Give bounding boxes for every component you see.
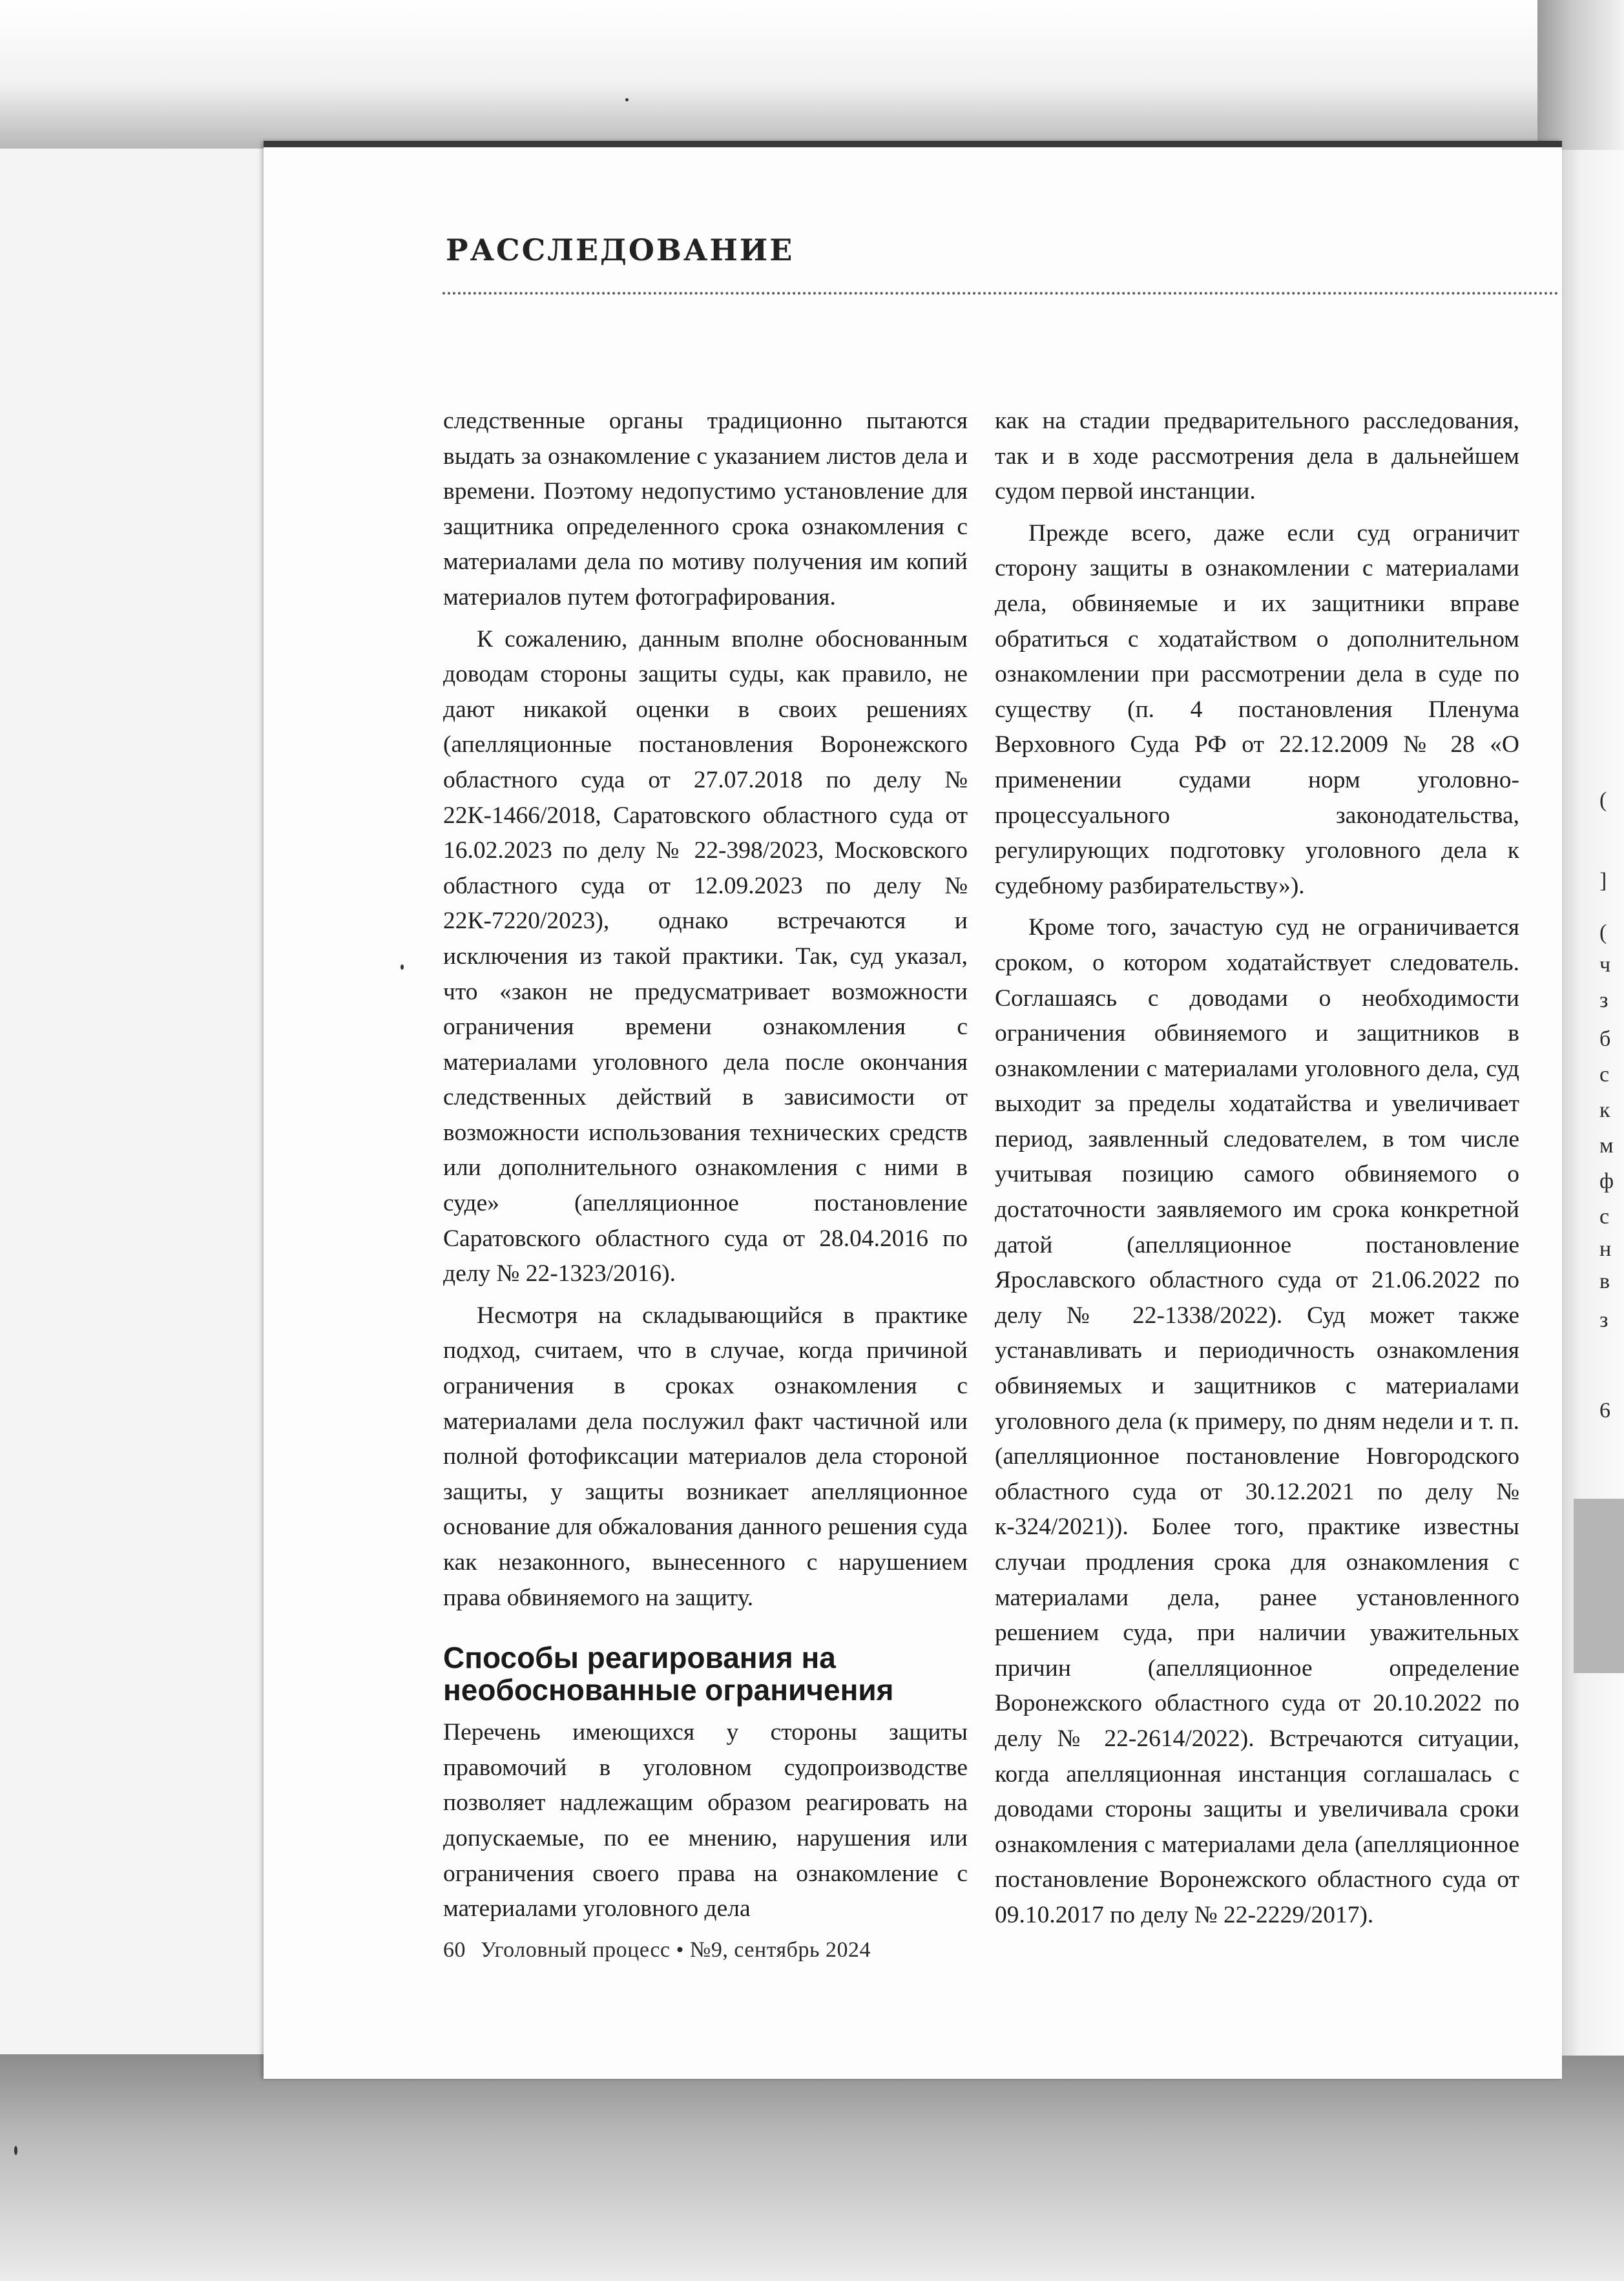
edge-letter: ч <box>1599 953 1611 977</box>
edge-letter: м <box>1599 1134 1614 1158</box>
paragraph: следственные органы традиционно пытаются выдать за ознакомление с указанием листов дела и времени. Поэтому недопустимо установление для защитника определенного срока ознакомления с материалами дела по мотиву получения им копий материалов путем фотографирования. <box>443 408 968 610</box>
right-column <box>995 404 1519 1933</box>
publication-info: Уголовный процесс • №9, сентябрь 2024 <box>481 1938 871 1962</box>
next-page-edge <box>1557 150 1624 2056</box>
header-dotted-rule <box>442 292 1559 295</box>
scan-shadow-bottom <box>0 2054 1624 2281</box>
edge-letter: б <box>1599 1027 1611 1051</box>
edge-letter: н <box>1599 1237 1612 1261</box>
subheading: Способы реагирования на необоснованные ограничения <box>443 1641 894 1707</box>
edge-letter: ( <box>1599 921 1607 944</box>
paragraph: Кроме того, зачастую суд не ограничивается сроком, о котором ходатайствует следователь. Соглашаясь с доводами о необходимости ограничения обвиняемого и защитников в ознакомлении с материалами уголовного дела, суд выходит за пределы ходатайства и увеличивает период, заявленный следователем, в том числе учитывая позицию самого обвиняемого о достаточности заявляемого им срока конкретной датой (апелляционное постановление Ярославского областного суда от 21.06.2022 по делу № 22-1338/2022). Суд может также устанавливать и периодичность ознакомления обвиняемых и защитников с материалами уголовного дела (к примеру, по дням недели и т. п. (апелляционное постановление Новгородского областного суда от 30.12.2021 по делу № к-324/2021)). Более того, практике известны случаи продления срока для ознакомления с материалами дела, ранее установленного решением суда, при наличии уважительных причин (апелляционное определение Воронежского областного суда от 20.10.2022 по делу № 22-2614/2022). Встречаются ситуации, когда апелляционная инстанция соглашалась с доводами стороны защиты и увеличивала сроки ознакомления с материалами дела (апелляционное постановление Воронежского областного суда от 09.10.2017 по делу № 22-2229/2017). <box>995 914 1519 1928</box>
paragraph: К сожалению, данным вполне обоснованным доводам стороны защиты суды, как правило, не дают никакой оценки в своих решениях (апелляционные постановления Воронежского областного суда от 27.07.2018 по делу № 22К-1466/2018, Саратовского областного суда от 16.02.2023 по делу № 22-398/2023, Московского областного суда от 12.09.2023 по делу № 22К-7220/2023), однако встречаются и исключения из такой практики. Так, суд указал, что «закон не предусматривает возможности ограничения времени ознакомления с материалами уголовного дела после окончания следственных действий в зависимости от возможности использования технических средств или дополнительного ознакомления с ними в суде» (апелляционное постановление Саратовского областного суда от 28.04.2016 по делу № 22-1323/2016). <box>443 625 968 1287</box>
page-footer <box>443 1938 871 1963</box>
edge-letter: ] <box>1599 869 1607 893</box>
edge-letter: в <box>1599 1269 1610 1293</box>
edge-letter: ( <box>1599 788 1607 812</box>
paragraph: Перечень имеющихся у стороны защиты правомочий в уголовном судопроизводстве позволяет надлежащим образом реагировать на допускаемые, по ее мнению, нарушения или ограничения своего права на ознакомление с материалами уголовного дела <box>443 1719 968 1922</box>
edge-letter: 6 <box>1599 1399 1610 1422</box>
scan-speck <box>625 98 629 101</box>
paragraph: Прежде всего, даже если суд ограничит сторону защиты в ознакомлении с материалами дела, обвиняемые и их защитники вправе обратиться с ходатайством о дополнительном ознакомлении при рассмотрении дела в суде по существу (п. 4 постановления Пленума Верховного Суда РФ от 22.12.2009 № 28 «О применении судами норм уголовно-процессуального законодательства, регулирующих подготовку уголовного дела к судебному разбирательству»). <box>995 519 1519 899</box>
edge-letter: ф <box>1599 1169 1614 1193</box>
edge-letter: с <box>1599 1205 1610 1229</box>
edge-letter: з <box>1599 988 1608 1012</box>
next-page-tab <box>1574 1499 1624 1673</box>
scan-shadow-top <box>0 0 1624 149</box>
page-number: 60 <box>443 1938 466 1962</box>
edge-letter: к <box>1599 1098 1610 1122</box>
section-header: РАССЛЕДОВАНИЕ <box>446 233 795 267</box>
left-column <box>443 404 968 1927</box>
edge-letter: з <box>1599 1308 1608 1332</box>
scan-speck <box>401 964 404 970</box>
scan-speck <box>14 2146 17 2155</box>
paragraph: Несмотря на складывающийся в практике подход, считаем, что в случае, когда причиной ограничения в сроках ознакомления с материалами дела послужил факт частичной или полной фотофиксации материалов дела стороной защиты, у защиты возникает апелляционное основание для обжалования данного решения суда как незаконного, вынесенного с нарушением права обвиняемого на защиту. <box>443 1302 968 1611</box>
edge-letter: с <box>1599 1063 1610 1087</box>
paragraph: как на стадии предварительного расследования, так и в ходе рассмотрения дела в дальнейшем судом первой инстанции. <box>995 408 1519 505</box>
